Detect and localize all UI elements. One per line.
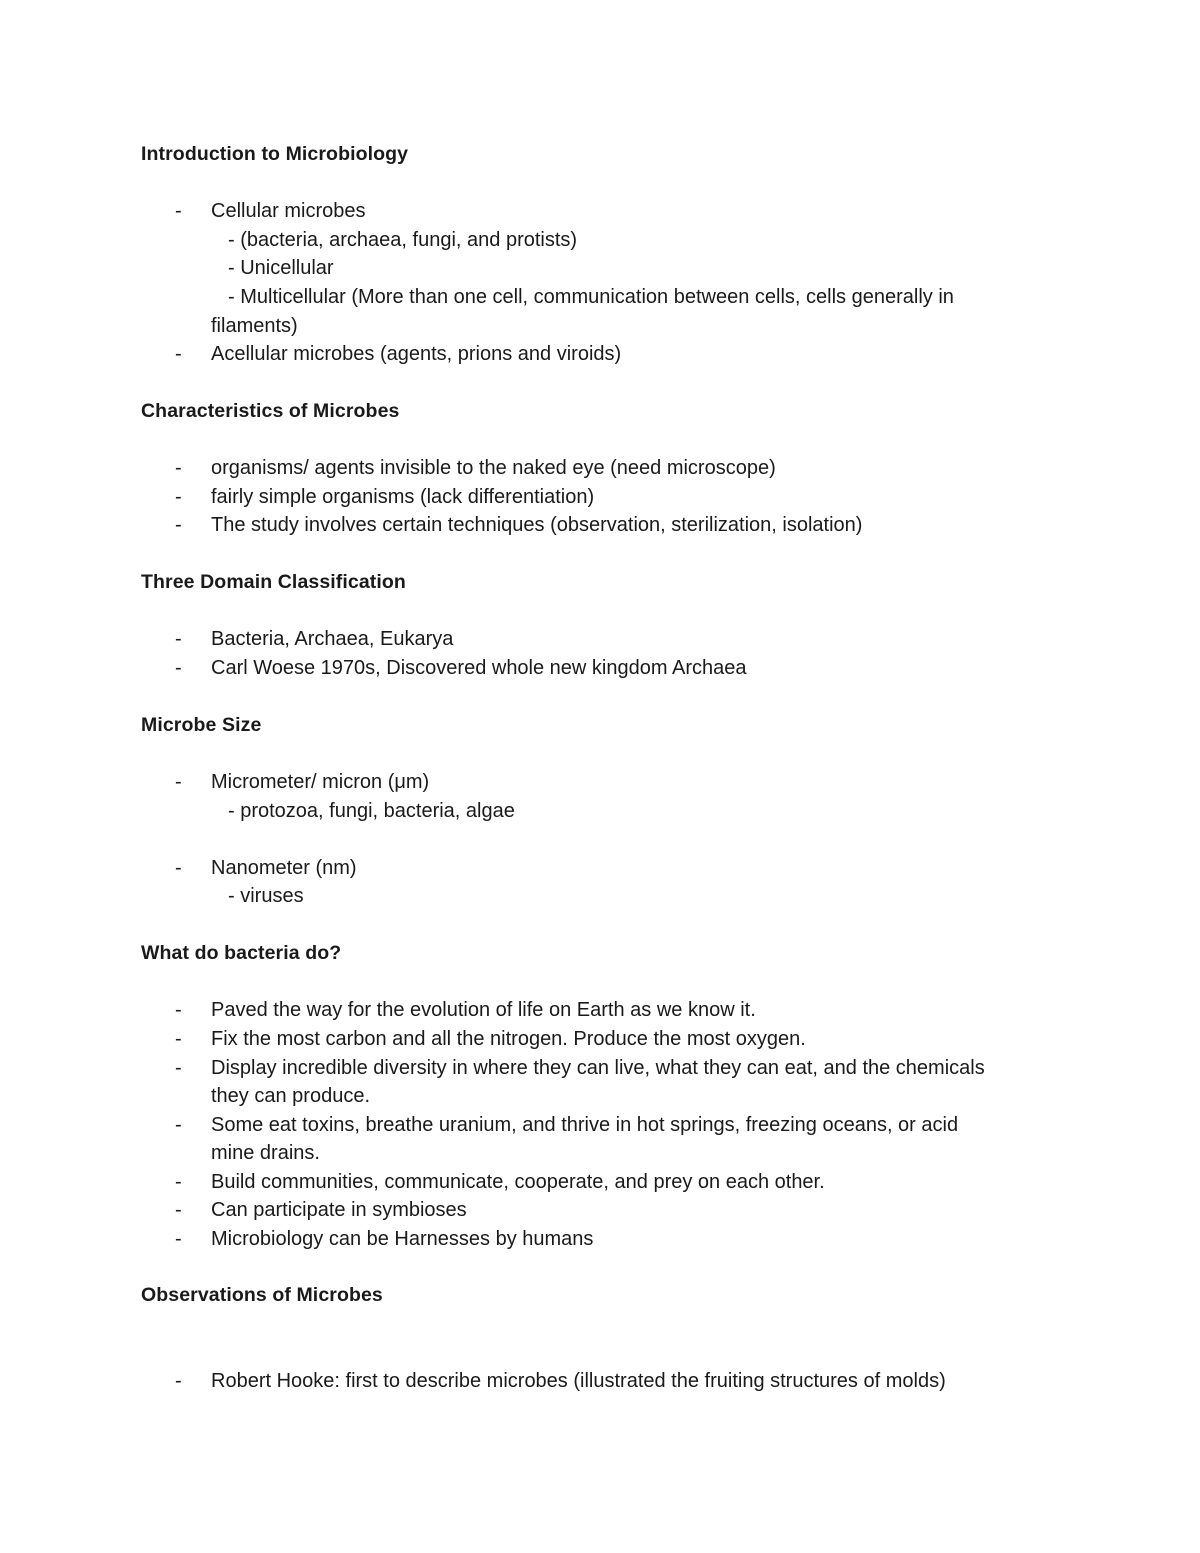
bullet-dash: - — [175, 771, 182, 793]
list-item-continuation: they can produce. — [211, 1085, 370, 1107]
list-item: Cellular microbes — [211, 200, 366, 222]
list-item: Paved the way for the evolution of life on Earth as we know it. — [211, 999, 756, 1021]
bullet-dash: - — [175, 457, 182, 479]
list-item: Microbiology can be Harnesses by humans — [211, 1228, 594, 1250]
bullet-dash: - — [175, 999, 182, 1021]
section-heading: What do bacteria do? — [141, 942, 342, 964]
sub-list-item: - (bacteria, archaea, fungi, and protists) — [228, 229, 578, 251]
sub-list-item: - viruses — [228, 885, 304, 907]
bullet-dash: - — [175, 200, 182, 222]
bullet-dash: - — [175, 486, 182, 508]
section-heading: Observations of Microbes — [141, 1284, 383, 1306]
list-item: fairly simple organisms (lack differentiation) — [211, 486, 595, 508]
list-item: The study involves certain techniques (observation, sterilization, isolation) — [211, 514, 863, 536]
sub-list-item-continuation: filaments) — [211, 315, 298, 337]
sub-list-item: - protozoa, fungi, bacteria, algae — [228, 800, 515, 822]
sub-list-item: - Unicellular — [228, 257, 334, 279]
bullet-dash: - — [175, 1228, 182, 1250]
bullet-dash: - — [175, 628, 182, 650]
bullet-dash: - — [175, 514, 182, 536]
section-heading: Microbe Size — [141, 714, 262, 736]
list-item: Bacteria, Archaea, Eukarya — [211, 628, 454, 650]
list-item: Nanometer (nm) — [211, 857, 357, 879]
list-item: Acellular microbes (agents, prions and viroids) — [211, 343, 622, 365]
list-item: organisms/ agents invisible to the naked eye (need microscope) — [211, 457, 776, 479]
list-item-continuation: mine drains. — [211, 1142, 320, 1164]
list-item: Some eat toxins, breathe uranium, and thrive in hot springs, freezing oceans, or acid — [211, 1114, 959, 1136]
section-heading: Introduction to Microbiology — [141, 143, 409, 165]
bullet-dash: - — [175, 657, 182, 679]
list-item: Build communities, communicate, cooperate, and prey on each other. — [211, 1171, 825, 1193]
bullet-dash: - — [175, 1171, 182, 1193]
bullet-dash: - — [175, 1057, 182, 1079]
list-item: Can participate in symbioses — [211, 1199, 467, 1221]
bullet-dash: - — [175, 1199, 182, 1221]
section-heading: Characteristics of Microbes — [141, 400, 400, 422]
bullet-dash: - — [175, 857, 182, 879]
sub-list-item: - Multicellular (More than one cell, communication between cells, cells generally in — [228, 286, 954, 308]
section-heading: Three Domain Classification — [141, 571, 406, 593]
bullet-dash: - — [175, 343, 182, 365]
list-item: Carl Woese 1970s, Discovered whole new kingdom Archaea — [211, 657, 747, 679]
bullet-dash: - — [175, 1028, 182, 1050]
list-item: Fix the most carbon and all the nitrogen. Produce the most oxygen. — [211, 1028, 806, 1050]
list-item: Display incredible diversity in where they can live, what they can eat, and the chemicals — [211, 1057, 985, 1079]
list-item: Robert Hooke: first to describe microbes (illustrated the fruiting structures of molds) — [211, 1370, 946, 1392]
bullet-dash: - — [175, 1370, 182, 1392]
bullet-dash: - — [175, 1114, 182, 1136]
list-item: Micrometer/ micron (μm) — [211, 771, 430, 793]
